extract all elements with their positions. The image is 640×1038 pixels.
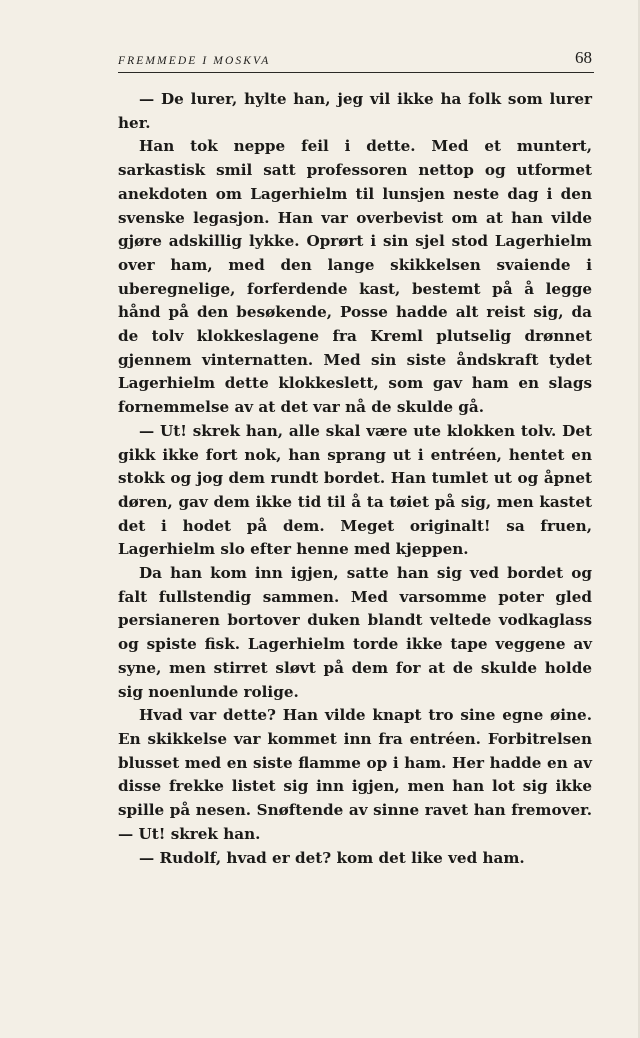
- page-number: 68: [575, 48, 592, 67]
- body-text: [118, 88, 592, 870]
- paragraph: — Ut! skrek han, alle skal være ute klokken tolv. Det gikk ikke fort nok, han sprang ut i entréen, hentet en stokk og jog dem rundt bordet. Han tumlet ut og åpnet døren, gav dem ikke tid til å ta tøiet på sig, men kastet det i hodet på dem. Meget originalt! sa fruen, Lagerhielm slo efter henne med kjeppen.: [118, 421, 592, 559]
- paragraph: Han tok neppe feil i dette. Med et muntert, sarkastisk smil satt professoren nettop og utformet anekdoten om Lagerhielm til lunsjen neste dag i den svenske legasjon. Han var overbevist om at han vilde gjøre adskillig lykke. Oprørt i sin sjel stod Lagerhielm over ham, med den lange skikkelsen svaiende i uberegnelige, forferdende kast, bestemt på å legge hånd på den besøkende, Posse hadde alt reist sig, da de tolv klokkeslagene fra Kreml plutselig drønnet gjennem vinternatten. Med sin siste åndskraft tydet Lagerhielm dette klokkeslett, som gav ham en slags fornemmelse av at det var nå de skulde gå.: [118, 137, 592, 417]
- page-header: [118, 46, 594, 73]
- running-title: FREMMEDE I MOSKVA: [118, 55, 271, 67]
- paragraph: Hvad var dette? Han vilde knapt tro sine egne øine. En skikkelse var kommet inn fra entréen. Forbitrelsen blusset med en siste flamme op i ham. Her hadde en av disse frekke listet sig inn igjen, men han lot sig ikke spille på nesen. Snøftende av sinne ravet han fremover. — Ut! skrek han.: [118, 706, 592, 843]
- paragraph: — Rudolf, hvad er det? kom det like ved ham.: [139, 848, 525, 867]
- paragraph: — De lurer, hylte han, jeg vil ikke ha folk som lurer her.: [118, 90, 592, 132]
- paragraph: Da han kom inn igjen, satte han sig ved bordet og falt fullstendig sammen. Med varsomme poter gled persianeren bortover duken blandt veltede vodkaglass og spiste fisk. Lagerhielm torde ikke tape veggene av syne, men stirret sløvt på dem for at de skulde holde sig noenlunde rolige.: [118, 564, 592, 701]
